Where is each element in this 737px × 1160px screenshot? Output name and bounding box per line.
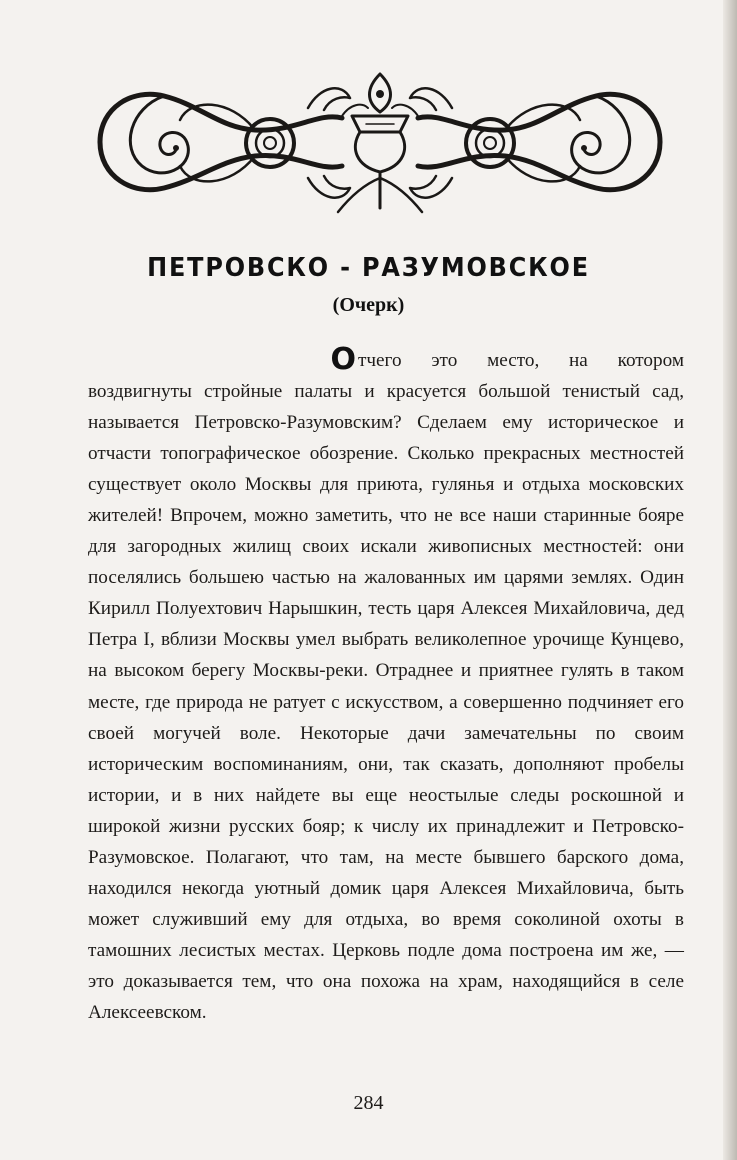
chapter-title: ПЕТРОВСКО - РАЗУМОВСКОЕ	[147, 253, 590, 283]
article-body	[88, 342, 684, 1028]
page-edge-shadow	[723, 0, 737, 1160]
drop-cap-letter: О	[330, 342, 356, 377]
chapter-subtitle: (Очерк)	[332, 294, 405, 316]
article-paragraph: тчего это место, на котором воздвигнуты стройные палаты и красуется большой тенистый сад, называется Петровско-Разумовским? Сделаем ему историческое и отчасти топографическое обозрение. Сколько прекрасных местностей существует около Москвы для приюта, гулянья и отдыха московских жителей! Впрочем, можно заметить, что не все наши старинные бояре для загородных жилищ своих искали живописных местностей: они поселялись большею частью на жалованных им царями землях. Один Кирилл Полуехтович Нарышкин, тесть царя Алексея Михайловича, дед Петра I, вблизи Москвы умел выбрать великолепное урочище Кунцево, на высоком берегу Москвы-реки. Отраднее и приятнее гулять в таком месте, где природа не ратует с искусством, а совершенно подчиняет его своей могучей воле. Некоторые дачи замечательны по своим историческим воспоминаниям, они, так сказать, дополняют пробелы истории, и в них найдете вы еще неостылые следы роскошной и широкой жизни русских бояр; к числу их принадлежит и Петровско-Разумовское. Полагают, что там, на месте бывшего барского дома, находился некогда уютный домик царя Алексея Михайловича, быть может служивший ему для отдыха, во время соколиной охоты в тамошних лесистых местах. Церковь подле дома построена им же, — это доказывается тем, что она похожа на храм, находящийся в селе Алексеевском.	[88, 350, 684, 1023]
decorative-scroll-ornament	[80, 68, 680, 216]
page-number: 284	[353, 1092, 384, 1114]
